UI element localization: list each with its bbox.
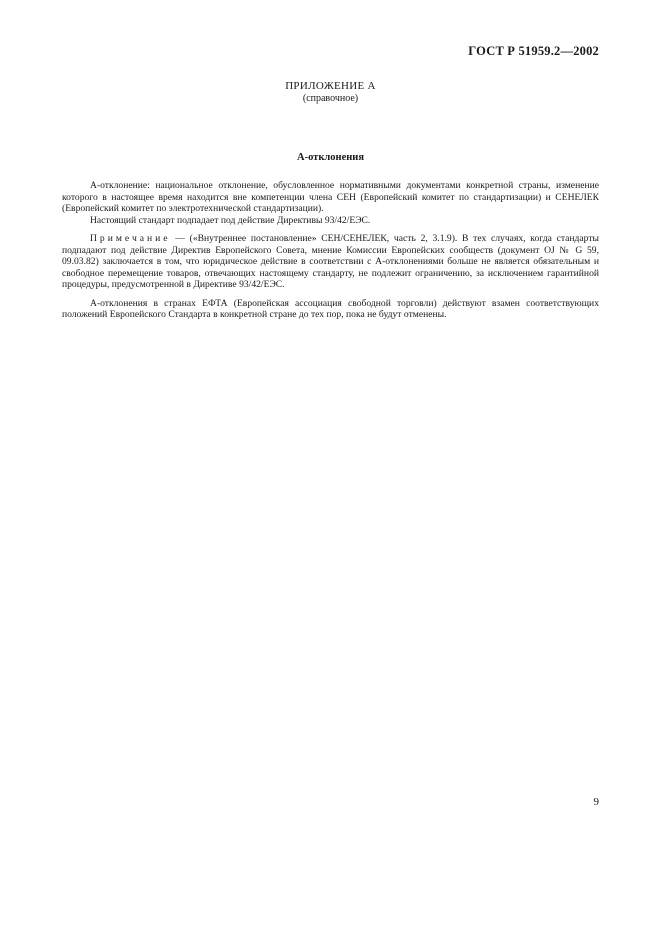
appendix-type: (справочное) <box>302 93 359 104</box>
appendix-title: ПРИЛОЖЕНИЕ А <box>285 80 376 92</box>
note-paragraph <box>62 233 599 291</box>
document-standard-code: ГОСТ Р 51959.2—2002 <box>468 44 599 58</box>
section-title: А-отклонения <box>296 152 365 163</box>
document-body <box>62 180 599 321</box>
paragraph-directive: Настоящий стандарт подпадает под действие Директивы 93/42/ЕЭС. <box>90 214 371 226</box>
note-text: — («Внутреннее постановление» СЕН/СЕНЕЛЕК, часть 2, 3.1.9). В тех случаях, когда стандарты подпадают под действие Директив Европейского Совета, мнение Комиссии Европейских сообществ (документ OJ № G 59, 09.03.82) заключается в том, что юридическое действие в соответствии с А-отклонениями больше не является обязательным и свободное перемещение товаров, отвечающих настоящему стандарту, не подлежит ограничению, за исключением гарантийной процедуры, предусмотренной в Директиве 93/42/ЕЭС. <box>62 233 599 290</box>
appendix-heading <box>0 80 661 105</box>
paragraph-efta: А-отклонения в странах ЕФТА (Европейская ассоциация свободной торговли) действуют взамен соответствующих положений Европейского Стандарта в конкретной стране до тех пор, пока не будут отменены. <box>62 297 599 320</box>
note-label: Примечание <box>90 233 171 244</box>
paragraph-definition: А-отклонение: национальное отклонение, обусловленное нормативными документами конкретной страны, изменение которого в настоящее время находится вне компетенции члена СЕН (Европейский комитет по стандартизации) и СЕНЕЛЕК (Европейский комитет по электротехнической стандартизации). <box>62 180 599 214</box>
page-number: 9 <box>593 796 599 808</box>
